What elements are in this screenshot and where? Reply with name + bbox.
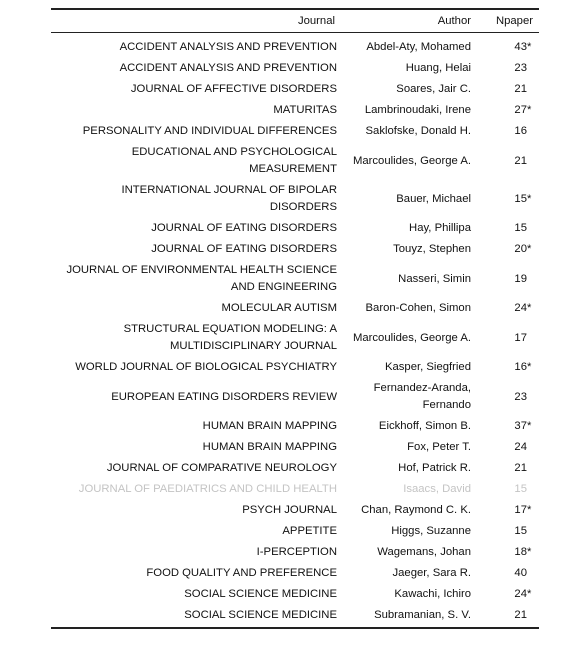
npaper-marker: * [527, 504, 532, 516]
table-row [51, 437, 539, 458]
npaper-value: 21 [514, 609, 527, 621]
npaper-cell [477, 218, 539, 239]
author-cell: Fernandez-Aranda, Fernando [373, 382, 471, 411]
author-cell: Touyz, Stephen [393, 243, 471, 255]
npaper-cell [477, 458, 539, 479]
npaper-cell [477, 437, 539, 458]
table-row [51, 584, 539, 605]
npaper-value: 18 [514, 546, 527, 558]
npaper-value: 24 [514, 441, 527, 453]
journal-cell: JOURNAL OF COMPARATIVE NEUROLOGY [106, 462, 337, 474]
npaper-cell [477, 142, 539, 180]
npaper-value: 15 [514, 483, 527, 495]
table-body [51, 33, 539, 629]
npaper-marker: * [527, 192, 532, 205]
journal-cell: HUMAN BRAIN MAPPING [202, 420, 337, 432]
journal-cell: JOURNAL OF ENVIRONMENTAL HEALTH SCIENCE AND ENGINEERING [66, 264, 337, 293]
table-row [51, 298, 539, 319]
author-cell: Kawachi, Ichiro [394, 588, 471, 600]
table-row [51, 239, 539, 260]
journal-cell: EUROPEAN EATING DISORDERS REVIEW [111, 390, 337, 403]
author-cell: Hay, Phillipa [409, 222, 471, 234]
journal-author-table [51, 8, 539, 629]
npaper-cell [477, 319, 539, 357]
npaper-cell [477, 298, 539, 319]
author-cell: Saklofske, Donald H. [365, 125, 471, 137]
journal-cell: APPETITE [282, 525, 337, 537]
journal-cell: STRUCTURAL EQUATION MODELING: A MULTIDISCIPLINARY JOURNAL [123, 323, 337, 352]
npaper-cell [477, 180, 539, 218]
npaper-cell [477, 605, 539, 628]
npaper-cell [477, 500, 539, 521]
journal-cell: MATURITAS [273, 104, 337, 116]
table-row [51, 563, 539, 584]
npaper-value: 15 [514, 192, 527, 205]
npaper-cell [477, 584, 539, 605]
journal-cell: INTERNATIONAL JOURNAL OF BIPOLAR DISORDERS [121, 184, 337, 213]
journal-cell: ACCIDENT ANALYSIS AND PREVENTION [119, 41, 337, 53]
table-row [51, 58, 539, 79]
author-cell: Hof, Patrick R. [398, 462, 471, 474]
table-row [51, 605, 539, 628]
journal-cell: SOCIAL SCIENCE MEDICINE [184, 609, 337, 621]
table-row [51, 521, 539, 542]
table-row [51, 100, 539, 121]
header-row [51, 9, 539, 33]
author-cell: Higgs, Suzanne [391, 525, 471, 537]
npaper-cell [477, 416, 539, 437]
npaper-marker: * [527, 588, 532, 600]
npaper-value: 16 [514, 125, 527, 137]
npaper-cell [477, 33, 539, 59]
npaper-cell [477, 100, 539, 121]
table-row [51, 79, 539, 100]
npaper-value: 21 [514, 154, 527, 167]
npaper-value: 24 [514, 588, 527, 600]
journal-author-table-container [51, 8, 539, 629]
author-cell: Chan, Raymond C. K. [361, 504, 471, 516]
table-row [51, 357, 539, 378]
table-header [51, 9, 539, 33]
journal-cell: JOURNAL OF PAEDIATRICS AND CHILD HEALTH [78, 483, 337, 495]
npaper-value: 15 [514, 525, 527, 537]
author-cell: Jaeger, Sara R. [392, 567, 471, 579]
npaper-value: 20 [514, 243, 527, 255]
journal-cell: PSYCH JOURNAL [242, 504, 337, 516]
journal-cell: EDUCATIONAL AND PSYCHOLOGICAL MEASUREMENT [131, 146, 337, 175]
npaper-cell [477, 58, 539, 79]
npaper-marker: * [527, 546, 532, 558]
table-row [51, 500, 539, 521]
journal-cell: MOLECULAR AUTISM [221, 302, 337, 314]
table-row [51, 479, 539, 500]
table-row [51, 458, 539, 479]
journal-cell: ACCIDENT ANALYSIS AND PREVENTION [119, 62, 337, 74]
npaper-value: 17 [514, 504, 527, 516]
npaper-cell [477, 260, 539, 298]
author-cell: Nasseri, Simin [398, 272, 471, 285]
author-cell: Isaacs, David [403, 483, 471, 495]
npaper-marker: * [527, 104, 532, 116]
author-cell: Subramanian, S. V. [374, 609, 471, 621]
journal-cell: I-PERCEPTION [256, 546, 337, 558]
author-cell: Fox, Peter T. [407, 441, 471, 453]
author-cell: Eickhoff, Simon B. [378, 420, 471, 432]
journal-cell: SOCIAL SCIENCE MEDICINE [184, 588, 337, 600]
table-row [51, 121, 539, 142]
npaper-value: 15 [514, 222, 527, 234]
npaper-value: 16 [514, 361, 527, 373]
author-cell: Soares, Jair C. [396, 83, 471, 95]
author-cell: Baron-Cohen, Simon [365, 302, 471, 314]
journal-cell: PERSONALITY AND INDIVIDUAL DIFFERENCES [82, 125, 337, 137]
table-row [51, 319, 539, 357]
npaper-value: 21 [514, 462, 527, 474]
npaper-value: 19 [514, 272, 527, 285]
npaper-cell [477, 357, 539, 378]
author-cell: Huang, Helai [405, 62, 471, 74]
journal-cell: FOOD QUALITY AND PREFERENCE [146, 567, 337, 579]
npaper-marker: * [527, 361, 532, 373]
table-row [51, 218, 539, 239]
npaper-cell [477, 239, 539, 260]
table-row [51, 416, 539, 437]
npaper-value: 23 [514, 62, 527, 74]
header-npaper: Npaper [495, 14, 533, 27]
npaper-marker: * [527, 41, 532, 53]
npaper-value: 27 [514, 104, 527, 116]
header-journal: Journal [297, 14, 335, 27]
journal-cell: JOURNAL OF EATING DISORDERS [151, 243, 337, 255]
npaper-value: 40 [514, 567, 527, 579]
npaper-value: 17 [514, 331, 527, 344]
journal-cell: JOURNAL OF EATING DISORDERS [151, 222, 337, 234]
npaper-value: 24 [514, 302, 527, 314]
author-cell: Bauer, Michael [396, 192, 471, 205]
npaper-value: 23 [514, 390, 527, 403]
journal-cell: JOURNAL OF AFFECTIVE DISORDERS [130, 83, 337, 95]
author-cell: Abdel-Aty, Mohamed [366, 41, 471, 53]
author-cell: Kasper, Siegfried [384, 361, 471, 373]
npaper-marker: * [527, 302, 532, 314]
npaper-cell [477, 479, 539, 500]
npaper-cell [477, 79, 539, 100]
npaper-marker: * [527, 420, 532, 432]
author-cell: Lambrinoudaki, Irene [364, 104, 471, 116]
npaper-marker: * [527, 243, 532, 255]
author-cell: Marcoulides, George A. [352, 331, 471, 344]
author-cell: Marcoulides, George A. [352, 154, 471, 167]
npaper-cell [477, 378, 539, 416]
npaper-value: 37 [514, 420, 527, 432]
table-row [51, 33, 539, 59]
npaper-cell [477, 542, 539, 563]
table-row [51, 378, 539, 416]
table-row [51, 180, 539, 218]
npaper-value: 43 [514, 41, 527, 53]
npaper-cell [477, 521, 539, 542]
table-row [51, 142, 539, 180]
npaper-cell [477, 563, 539, 584]
table-row [51, 542, 539, 563]
npaper-value: 21 [514, 83, 527, 95]
table-row [51, 260, 539, 298]
author-cell: Wagemans, Johan [377, 546, 471, 558]
journal-cell: HUMAN BRAIN MAPPING [202, 441, 337, 453]
journal-cell: WORLD JOURNAL OF BIOLOGICAL PSYCHIATRY [75, 361, 337, 373]
header-author: Author [437, 14, 471, 27]
npaper-cell [477, 121, 539, 142]
